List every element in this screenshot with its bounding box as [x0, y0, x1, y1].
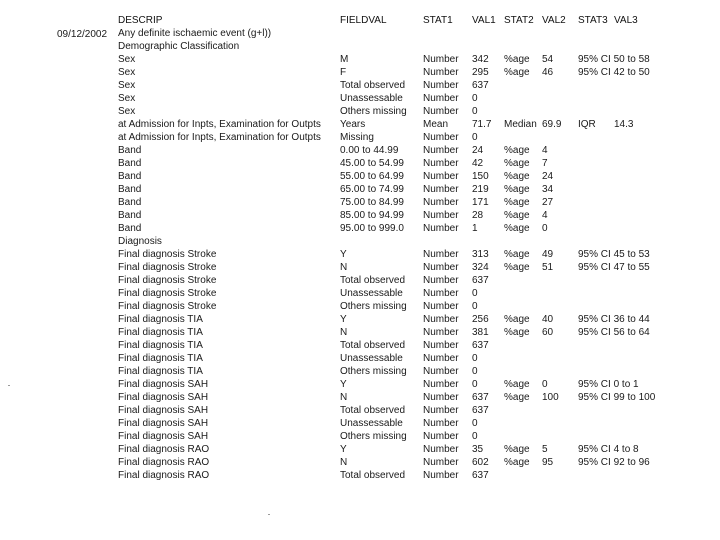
cell-descrip: Sex: [118, 106, 136, 117]
cell-val1: 342: [472, 54, 489, 65]
cell-fieldval: Others missing: [340, 366, 407, 377]
cell-stat1: Number: [423, 366, 459, 377]
cell-descrip: Final diagnosis TIA: [118, 353, 203, 364]
cell-stat1: Number: [423, 132, 459, 143]
cell-descrip: Diagnosis: [118, 236, 162, 247]
cell-descrip: Final diagnosis SAH: [118, 379, 209, 390]
cell-stat2: %age: [504, 379, 530, 390]
cell-stat2: %age: [504, 145, 530, 156]
table-row: [118, 79, 718, 92]
table-row: [118, 222, 718, 235]
cell-fieldval: 75.00 to 84.99: [340, 197, 404, 208]
cell-stat1: Number: [423, 444, 459, 455]
cell-val1: 0: [472, 93, 478, 104]
cell-fieldval: Y: [340, 379, 347, 390]
cell-val1: 71.7: [472, 119, 492, 130]
table-row: [118, 417, 718, 430]
cell-val1: 219: [472, 184, 489, 195]
cell-descrip: Final diagnosis Stroke: [118, 249, 217, 260]
cell-fieldval: Others missing: [340, 301, 407, 312]
cell-stat2: %age: [504, 158, 530, 169]
cell-stat1: Number: [423, 392, 459, 403]
cell-fieldval: Y: [340, 249, 347, 260]
cell-stat2: %age: [504, 327, 530, 338]
cell-stat1: Number: [423, 457, 459, 468]
cell-stat3: 95% CI 45 to 53: [578, 249, 650, 260]
cell-fieldval: Y: [340, 314, 347, 325]
cell-stat1: Number: [423, 106, 459, 117]
cell-val1: 313: [472, 249, 489, 260]
cell-stat3: 95% CI 42 to 50: [578, 67, 650, 78]
cell-val3: 14.3: [614, 119, 634, 130]
cell-stat1: Number: [423, 314, 459, 325]
cell-fieldval: 65.00 to 74.99: [340, 184, 404, 195]
table-row: [118, 287, 718, 300]
cell-val1: 0: [472, 353, 478, 364]
cell-val2: 51: [542, 262, 554, 273]
table-row: [118, 27, 718, 40]
table-row: [118, 235, 718, 248]
cell-fieldval: Years: [340, 119, 366, 130]
cell-descrip: Final diagnosis TIA: [118, 327, 203, 338]
cell-fieldval: 95.00 to 999.0: [340, 223, 404, 234]
cell-descrip: Band: [118, 158, 142, 169]
cell-val1: 28: [472, 210, 484, 221]
cell-stat2: %age: [504, 54, 530, 65]
table-row: [118, 53, 718, 66]
cell-descrip: Band: [118, 210, 142, 221]
cell-stat3: 95% CI 0 to 1: [578, 379, 639, 390]
cell-val1: 0: [472, 301, 478, 312]
cell-stat1: Number: [423, 184, 459, 195]
cell-stat1: Number: [423, 379, 459, 390]
cell-descrip: Band: [118, 184, 142, 195]
table-row: [118, 40, 718, 53]
cell-stat1: Number: [423, 67, 459, 78]
cell-stat1: Number: [423, 470, 459, 481]
cell-val2: 5: [542, 444, 548, 455]
cell-val2: 24: [542, 171, 554, 182]
table-row: [118, 66, 718, 79]
cell-descrip: Final diagnosis RAO: [118, 457, 210, 468]
cell-fieldval: Y: [340, 444, 347, 455]
cell-descrip: Final diagnosis SAH: [118, 418, 209, 429]
column-header-descrip: DESCRIP: [118, 15, 163, 26]
cell-fieldval: Total observed: [340, 275, 406, 286]
cell-val1: 256: [472, 314, 489, 325]
cell-stat1: Number: [423, 197, 459, 208]
table-row: [118, 105, 718, 118]
cell-fieldval: Unassessable: [340, 288, 403, 299]
cell-stat1: Number: [423, 431, 459, 442]
cell-val1: 1: [472, 223, 478, 234]
cell-stat2: %age: [504, 210, 530, 221]
table-row: [118, 144, 718, 157]
cell-stat3: 95% CI 4 to 8: [578, 444, 639, 455]
cell-val2: 4: [542, 210, 548, 221]
cell-stat2: %age: [504, 249, 530, 260]
table-row: [118, 183, 718, 196]
cell-val2: 4: [542, 145, 548, 156]
cell-val1: 24: [472, 145, 484, 156]
cell-stat3: 95% CI 56 to 64: [578, 327, 650, 338]
cell-descrip: Band: [118, 223, 142, 234]
cell-val1: 637: [472, 80, 489, 91]
cell-val2: 0: [542, 379, 548, 390]
cell-val1: 0: [472, 132, 478, 143]
cell-stat3: 95% CI 36 to 44: [578, 314, 650, 325]
cell-val1: 42: [472, 158, 484, 169]
table-row: [118, 443, 718, 456]
column-header-stat1: STAT1: [423, 15, 453, 26]
cell-stat2: %age: [504, 444, 530, 455]
table-body: [118, 27, 718, 482]
column-header-val3: VAL3: [614, 15, 638, 26]
table-row: [118, 378, 718, 391]
cell-stat2: %age: [504, 67, 530, 78]
cell-stat2: Median: [504, 119, 537, 130]
cell-val1: 0: [472, 418, 478, 429]
cell-stat1: Number: [423, 210, 459, 221]
column-header-val1: VAL1: [472, 15, 496, 26]
cell-descrip: Demographic Classification: [118, 41, 240, 52]
cell-val2: 34: [542, 184, 554, 195]
cell-stat1: Number: [423, 80, 459, 91]
cell-val1: 0: [472, 366, 478, 377]
cell-descrip: Final diagnosis Stroke: [118, 288, 217, 299]
cell-fieldval: N: [340, 327, 348, 338]
cell-stat2: %age: [504, 457, 530, 468]
cell-stat2: %age: [504, 184, 530, 195]
column-header-row: [118, 14, 718, 27]
column-header-val2: VAL2: [542, 15, 566, 26]
cell-stat1: Number: [423, 405, 459, 416]
cell-stat3: IQR: [578, 119, 596, 130]
report-date: 09/12/2002: [57, 29, 108, 40]
table-row: [118, 391, 718, 404]
cell-val1: 0: [472, 288, 478, 299]
table-row: [118, 131, 718, 144]
cell-stat1: Number: [423, 327, 459, 338]
cell-stat1: Number: [423, 275, 459, 286]
cell-descrip: Band: [118, 171, 142, 182]
table-row: [118, 248, 718, 261]
cell-val1: 0: [472, 106, 478, 117]
cell-stat1: Number: [423, 262, 459, 273]
cell-fieldval: M: [340, 54, 349, 65]
cell-descrip: Final diagnosis SAH: [118, 392, 209, 403]
cell-val1: 637: [472, 340, 489, 351]
cell-stat1: Number: [423, 171, 459, 182]
cell-val2: 54: [542, 54, 554, 65]
column-header-fieldval: FIELDVAL: [340, 15, 387, 26]
cell-val1: 637: [472, 275, 489, 286]
cell-stat2: %age: [504, 171, 530, 182]
cell-fieldval: N: [340, 392, 348, 403]
cell-val2: 7: [542, 158, 548, 169]
cell-descrip: Sex: [118, 80, 136, 91]
cell-val1: 150: [472, 171, 489, 182]
cell-stat1: Number: [423, 353, 459, 364]
cell-descrip: Band: [118, 197, 142, 208]
cell-stat3: 95% CI 99 to 100: [578, 392, 656, 403]
cell-fieldval: 85.00 to 94.99: [340, 210, 404, 221]
cell-stat2: %age: [504, 197, 530, 208]
cell-fieldval: Unassessable: [340, 353, 403, 364]
cell-descrip: Final diagnosis Stroke: [118, 275, 217, 286]
cell-val1: 171: [472, 197, 489, 208]
cell-descrip: Any definite ischaemic event (g+l)): [118, 28, 272, 39]
cell-stat2: %age: [504, 314, 530, 325]
cell-fieldval: Total observed: [340, 340, 406, 351]
cell-fieldval: Unassessable: [340, 418, 403, 429]
table-row: [118, 404, 718, 417]
cell-stat1: Number: [423, 340, 459, 351]
table-row: [118, 326, 718, 339]
cell-fieldval: Unassessable: [340, 93, 403, 104]
cell-val2: 0: [542, 223, 548, 234]
cell-descrip: Final diagnosis TIA: [118, 314, 203, 325]
report-table: [118, 14, 718, 482]
cell-val1: 35: [472, 444, 484, 455]
cell-stat3: 95% CI 92 to 96: [578, 457, 650, 468]
cell-stat1: Number: [423, 418, 459, 429]
cell-fieldval: Missing: [340, 132, 374, 143]
cell-val1: 381: [472, 327, 489, 338]
cell-descrip: Final diagnosis SAH: [118, 405, 209, 416]
cell-stat1: Number: [423, 158, 459, 169]
scan-speck: [268, 514, 270, 515]
cell-stat1: Number: [423, 223, 459, 234]
cell-stat1: Number: [423, 301, 459, 312]
cell-descrip: Final diagnosis Stroke: [118, 301, 217, 312]
table-row: [118, 261, 718, 274]
cell-stat3: 95% CI 47 to 55: [578, 262, 650, 273]
cell-stat1: Number: [423, 93, 459, 104]
cell-descrip: Final diagnosis RAO: [118, 444, 210, 455]
cell-fieldval: N: [340, 457, 348, 468]
cell-descrip: Band: [118, 145, 142, 156]
cell-val1: 295: [472, 67, 489, 78]
cell-fieldval: Total observed: [340, 470, 406, 481]
table-row: [118, 118, 718, 131]
cell-stat2: %age: [504, 223, 530, 234]
cell-descrip: Final diagnosis Stroke: [118, 262, 217, 273]
table-row: [118, 300, 718, 313]
table-row: [118, 430, 718, 443]
table-row: [118, 92, 718, 105]
cell-descrip: Final diagnosis TIA: [118, 366, 203, 377]
cell-val2: 40: [542, 314, 554, 325]
cell-stat3: 95% CI 50 to 58: [578, 54, 650, 65]
cell-fieldval: Others missing: [340, 106, 407, 117]
table-row: [118, 339, 718, 352]
cell-val1: 324: [472, 262, 489, 273]
cell-stat1: Number: [423, 145, 459, 156]
cell-descrip: Sex: [118, 54, 136, 65]
cell-stat1: Number: [423, 54, 459, 65]
cell-val1: 0: [472, 431, 478, 442]
table-row: [118, 469, 718, 482]
column-header-stat2: STAT2: [504, 15, 534, 26]
cell-fieldval: F: [340, 67, 347, 78]
cell-fieldval: 55.00 to 64.99: [340, 171, 404, 182]
cell-fieldval: N: [340, 262, 348, 273]
scan-speck: [8, 385, 10, 386]
cell-stat1: Number: [423, 249, 459, 260]
cell-val2: 49: [542, 249, 554, 260]
cell-descrip: Sex: [118, 67, 136, 78]
cell-fieldval: Total observed: [340, 80, 406, 91]
column-header-stat3: STAT3: [578, 15, 608, 26]
cell-descrip: Final diagnosis SAH: [118, 431, 209, 442]
table-row: [118, 209, 718, 222]
cell-fieldval: Others missing: [340, 431, 407, 442]
table-row: [118, 313, 718, 326]
table-row: [118, 196, 718, 209]
table-row: [118, 274, 718, 287]
cell-val1: 637: [472, 392, 489, 403]
cell-val2: 100: [542, 392, 559, 403]
cell-stat2: %age: [504, 262, 530, 273]
cell-fieldval: Total observed: [340, 405, 406, 416]
cell-descrip: at Admission for Inpts, Examination for Outpts: [118, 119, 321, 130]
cell-val2: 46: [542, 67, 554, 78]
cell-val1: 637: [472, 405, 489, 416]
cell-fieldval: 0.00 to 44.99: [340, 145, 399, 156]
cell-val2: 27: [542, 197, 554, 208]
cell-descrip: at Admission for Inpts, Examination for Outpts: [118, 132, 321, 143]
cell-stat1: Mean: [423, 119, 449, 130]
table-row: [118, 456, 718, 469]
cell-stat1: Number: [423, 288, 459, 299]
cell-stat2: %age: [504, 392, 530, 403]
cell-descrip: Sex: [118, 93, 136, 104]
cell-val2: 95: [542, 457, 554, 468]
cell-val1: 602: [472, 457, 489, 468]
cell-val2: 69.9: [542, 119, 562, 130]
cell-val1: 637: [472, 470, 489, 481]
table-row: [118, 352, 718, 365]
cell-fieldval: 45.00 to 54.99: [340, 158, 404, 169]
table-row: [118, 170, 718, 183]
cell-val1: 0: [472, 379, 478, 390]
table-row: [118, 157, 718, 170]
cell-descrip: Final diagnosis RAO: [118, 470, 210, 481]
cell-val2: 60: [542, 327, 554, 338]
table-row: [118, 365, 718, 378]
cell-descrip: Final diagnosis TIA: [118, 340, 203, 351]
